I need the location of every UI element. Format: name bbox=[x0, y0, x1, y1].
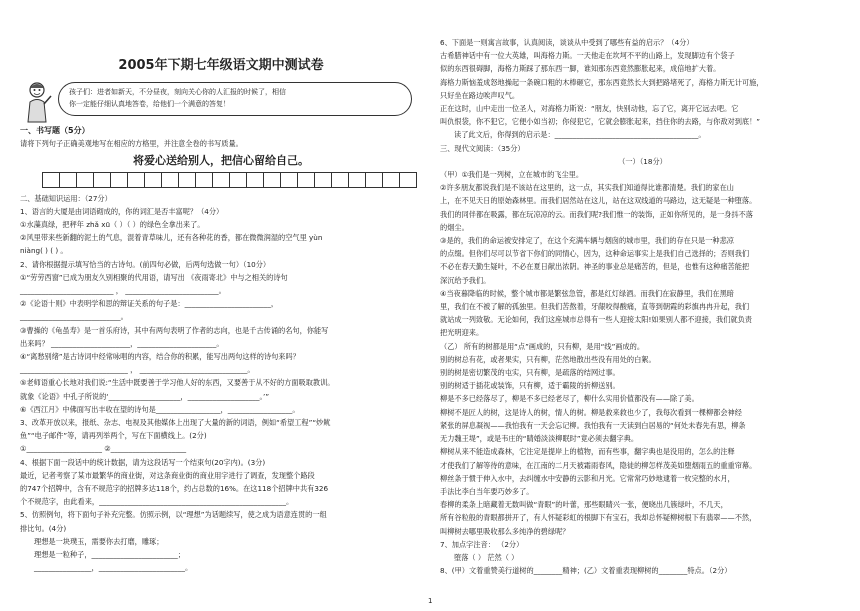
question-2b-blank: ____________________________。 bbox=[20, 312, 128, 322]
section-2-heading: 二、基础知识运用：（27分） bbox=[20, 193, 112, 203]
bubble-line-1: 孩子们：进者如新天，不分昼夜，刻向关心你的人汇报的时候了，相信 bbox=[69, 88, 286, 96]
speech-bubble bbox=[58, 82, 412, 116]
fable-line-1: 古希腊神话中有一位大英雄，叫海格力斯。一天他走在坎坷不平的山路上，发现脚边有个袋子 bbox=[440, 51, 735, 61]
passage-yi-3: 别的树是密切繁茂的屯实，只有柳，是疏落的结网过事。 bbox=[440, 368, 620, 378]
teacher-note bbox=[20, 80, 422, 124]
question-5: 5、仿照例句，将下面句子补充完整。仿照示例，以“理想”为话题续写，使之成为语意连贯的一组 bbox=[20, 510, 327, 520]
passage-jia-1: （甲）①我们是一列树，立在城市的飞尘里。 bbox=[440, 170, 584, 180]
left-column bbox=[20, 124, 422, 575]
passage-jia-4c: 就站成一列致敬。无论如何，我们这座城市总得有一些人迎接太阳!如果别人都不迎接，我们就负责 bbox=[440, 315, 752, 325]
passage-yi-6: 柳树不是匠人的树，这是诗人的树，情人的树。柳是救来救也少了，我每次看到一棵柳都会神经 bbox=[440, 407, 742, 417]
passage-yi-2: 别的树总有花，或者果实，只有柳，茫然地散出些没有用处的白絮。 bbox=[440, 354, 656, 364]
question-5-blank-1: 理想是一粒种子，________________________； bbox=[34, 550, 185, 560]
passage-jia-4: ④当夜暮降临的时候，整个城市都是繁弦急管，都是红灯绿酒。而我们在寂静里，我们在黑暗 bbox=[440, 288, 734, 298]
passage-jia-3d: 深沉给予我们。 bbox=[440, 275, 491, 285]
passage-jia-2c: 我们的同伴都在吸露，都在玩凉凉的云。而我们呢?我们惟一的装饰，正如你所见的，是一身抖不落 bbox=[440, 209, 753, 219]
section-3-heading: 三、现代文阅读：（35分） bbox=[440, 143, 525, 153]
passage-yi-1: （乙） 所有的树都是用“点”画成的，只有柳，是用“线”画成的。 bbox=[440, 341, 645, 351]
section-1-instruction: 请将下列句子正确美观地写在相应的方格里，并注意全卷的书写质量。 bbox=[20, 139, 243, 149]
question-2: 2、请你根据提示填写恰当的古诗句。(前四句必做，后两句选做一句）（10分） bbox=[20, 259, 271, 269]
question-1c: niàng( ) ( ) 。 bbox=[20, 246, 68, 256]
calligraphy-sentence: 将爱心送给别人，把信心留给自己。 bbox=[133, 154, 309, 168]
question-1b: ②风里带来些新翻的泥土的气息，混着青草味儿，还有各种花的香，都在微微润湿的空气里 yùn bbox=[20, 233, 323, 243]
right-column bbox=[440, 36, 845, 577]
question-2e-blank: 就象《论语》中孔子所说的‘____________________，____________________。’” bbox=[20, 391, 270, 401]
question-1a: ①水藻真绿，把秤年 zhǎ xū（ ）（ ）的绿色全拿出来了。 bbox=[20, 220, 205, 230]
question-6: 6、下面是一则寓言故事，认真阅读，谈谈从中受到了哪些有益的启示？（4分） bbox=[440, 38, 694, 47]
section-1-heading: 一、书写题（5分） bbox=[20, 126, 90, 135]
passage-yi-9b: 所有谷粒般的青眼都拼开了，有人怀疑彩虹的根脚下有宝石，我却总怀疑柳树根下有翡翠——不然， bbox=[440, 513, 757, 523]
question-4b: 的747个招牌中，含有不规范字的招牌多达118个，约占总数的16%。在这118个招牌中共有326 bbox=[20, 484, 329, 494]
question-2a: ①“劳劳西窗”已成为朋友久别相聚的代用语，请写出 《夜雨寄北》中与之相关的诗句 bbox=[20, 272, 288, 282]
passage-yi-7b: 才使我们了解等待的意味，在江南的二月天被霜雨春风，隐徒的柳怎样茂美如堕烟雨五的重重帘幕。 bbox=[440, 460, 757, 470]
question-7: 7、加点字注音： （2分） bbox=[440, 539, 524, 549]
passage-yi-8: 柳丝条于惯于伸入水中，去纠缠水中安静的云影和月光。它常常巧妙地逮着一枚完整的水月， bbox=[440, 473, 735, 483]
question-4a: 最近，记者考察了某市最繁华的商业街，对这条商业街的商业用字进行了调查，发现整个路段 bbox=[20, 470, 315, 480]
question-2c-blank: 出来吗？ ______________________，______________________。 bbox=[20, 338, 224, 348]
question-3-blanks: ①_____________________ ②_____________________ bbox=[20, 444, 187, 454]
question-4c: 个不规范字，由此看来，____________________________________________________。 bbox=[20, 497, 294, 507]
passage-jia-3: ③是的，我们的命运被安排定了，在这个充满车辆与烟囱的城市里，我们的存在只是一种悲凉 bbox=[440, 236, 734, 246]
passage-yi-5: 柳是不多已经落尽了，柳是不多已经老尽了，柳什么实用价值都没有——除了美。 bbox=[440, 394, 699, 404]
passage-yi-7: 柳树从来不能造成森林，它注定是提岸上的植物，而有些事，翻字典也是没用的，怎么的注释 bbox=[440, 447, 735, 457]
passage-yi-8b: 手法比李白当年要巧妙多了。 bbox=[440, 486, 534, 496]
passage-jia-4b: 里，我们在不被了解的孤独里。但我们苦熬着，牙龈咬得酸痛，直等到朝霞的彩旗冉冉升起，我们 bbox=[440, 302, 750, 312]
fable-line-6: 叫仇恨袋，你不犯它，它便小如当初；你侵犯它，它就会膨胀起来，挡住你的去路，与你敌对到底！” bbox=[440, 117, 760, 127]
question-2e: ⑤老师语重心长地对我们说:“生活中既要善于学习他人好的东西，又要善于从不好的方面吸取教训。 bbox=[20, 378, 335, 388]
question-3: 3、改革开放以来，报纸、杂志、电视及其他媒体上出现了大量的新的词语，例如“希望工程”“炒鱿 bbox=[20, 418, 331, 428]
fable-line-5: 正在这时，山中走出一位圣人，对海格力斯说：“朋友，快别动他，忘了它，离开它远去吧。它 bbox=[440, 104, 739, 114]
passage-jia-3c: 不必在春天勤生疑叶，不必在夏日献出浓阴。神圣的事业总是痛苦的，但是，也惟有这种痛苦能把 bbox=[440, 262, 750, 272]
question-2c: ③曹操的《龟虽寿》是一首乐府诗，其中有两句表明了作者的志向，也是千古传诵的名句，你能写 bbox=[20, 325, 329, 335]
passage-yi-6b: 紧张的屏息凝视——我怕我有一天会忘记柳。我怕我有一天读到白居易的“何处未春先有思，柳条 bbox=[440, 420, 746, 430]
question-5-blank-2: ________________，________________________。 bbox=[34, 563, 193, 573]
question-1: 1、语言的大厦是由词语砌成的，你的词汇是否丰富呢？（4分） bbox=[20, 206, 224, 216]
page-number: 1 bbox=[428, 597, 433, 605]
bubble-line-2: 你一定能仔细认真地答卷，给他们一个满意的答复！ bbox=[69, 100, 230, 108]
question-2d-blank: ______________________________ ， ______________________________。 bbox=[20, 365, 255, 375]
passage-jia-4d: 把光明迎来。 bbox=[440, 328, 484, 338]
passage-jia-2: ②许多朋友都说我们是不该站在这里的，这一点，其实我们知道得比谁都清楚。我们的家在山 bbox=[440, 183, 734, 193]
page-title: 2005年下期七年级语文期中测试卷 bbox=[118, 58, 324, 73]
question-5b: 排比句。(4分) bbox=[20, 523, 67, 533]
writing-grid[interactable] bbox=[42, 172, 422, 188]
question-2f: ⑥《西江月》中佛面写出丰收在望的诗句是__________________，__________________。 bbox=[20, 404, 300, 414]
question-5-example: 理想是一块璞玉，需要你去打磨，雕琢； bbox=[34, 536, 164, 546]
fable-line-3: 海格力斯恼羞成怒地操起一条碗口粗的木棒砸它，那东西竟然长大到把路堵死了，海格力斯无计可施， bbox=[440, 77, 764, 87]
teacher-figure-icon bbox=[20, 80, 54, 124]
question-2b: ②《论语十则》中表明学和思的辩证关系的句子是：________________________， bbox=[20, 299, 279, 309]
passage-yi-4: 别的树适于插花或装饰，只有柳，适于霸陵的折柳送别。 bbox=[440, 381, 620, 391]
question-4: 4、根据下面一段话中的统计数据，请为这段话写一个结束句(20字内)。(3分) bbox=[20, 457, 266, 467]
question-2d: ④“离愁别绪”是古诗词中经常咏唱的内容，结合你的积累，能写出两句这样的诗句来吗？ bbox=[20, 352, 300, 362]
question-3b: 鱼”“电子邮件”等，请再列举两个，写在下面横线上。(2分) bbox=[20, 431, 207, 441]
fable-line-2: 似的东西很碍脚，海格力斯踩了那东西一脚，谁知那东西竟然膨胀起来，成倍地扩大着。 bbox=[440, 64, 721, 74]
part-one-heading: （一）（18分） bbox=[618, 156, 667, 166]
fable-line-4: 只好坐在路边唉声叹气。 bbox=[440, 90, 520, 100]
passage-jia-3b: 的点缀。但你们尽可以节省下你们的同情心，因为，这种命运事实上是我们自己选择的；否则我们 bbox=[440, 249, 750, 259]
passage-yi-9c: 叫柳树去哪里吸收那么多纯净的碧绿呢？ bbox=[440, 526, 570, 536]
passage-yi-6c: 无力魏王堤”，或是韦庄的“睛婚淡淡柳眠时”竟必须去翻字典。 bbox=[440, 434, 639, 444]
passage-yi-9: 春柳的柔条上暗藏着无数叫做“青眼”的叶蕾，那些眼睛兴一张，便晓出几簇绿叶，不几天， bbox=[440, 500, 728, 510]
question-7-blanks: 堕落（ ） 茫然（ ） bbox=[454, 552, 519, 562]
question-2a-blank: __________________________ ， __________________________。 bbox=[20, 286, 226, 296]
passage-jia-2d: 的烟尘。 bbox=[440, 222, 469, 232]
question-8: 8、(甲）文着重赞美行道树的________精神；(乙）文着重表现柳树的________特点。（2分） bbox=[440, 566, 732, 576]
passage-jia-2b: 上，在不见天日的原始森林里。而我们居然站在这儿，站在这双线道的马路边，这无疑是一种堕落。 bbox=[440, 196, 757, 206]
question-6-answer: 读了此文后，你得到的启示是：________________________________________。 bbox=[454, 130, 706, 140]
